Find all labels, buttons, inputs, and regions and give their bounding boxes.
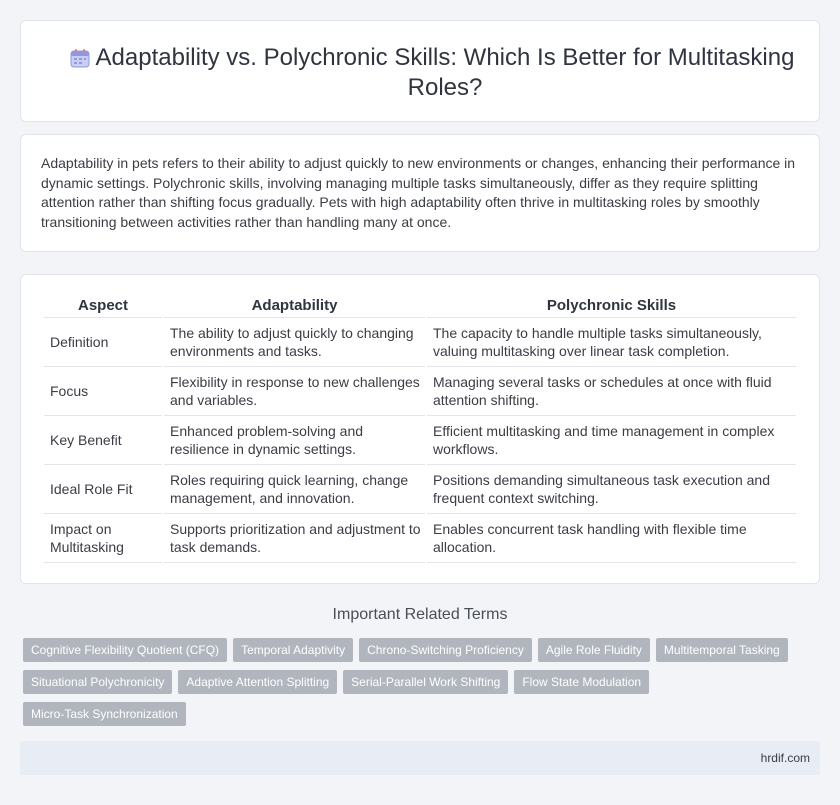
header-polychronic: Polychronic Skills bbox=[427, 297, 796, 318]
related-term-tag[interactable]: Multitemporal Tasking bbox=[656, 638, 788, 662]
related-term-tag[interactable]: Temporal Adaptivity bbox=[233, 638, 353, 662]
related-term-tag[interactable]: Micro-Task Synchronization bbox=[23, 702, 186, 726]
intro-card bbox=[20, 134, 820, 252]
related-term-tag[interactable]: Agile Role Fluidity bbox=[538, 638, 650, 662]
cell-aspect: Definition bbox=[44, 318, 162, 367]
cell-aspect: Focus bbox=[44, 367, 162, 416]
related-terms-list bbox=[23, 638, 803, 726]
related-term-tag[interactable]: Flow State Modulation bbox=[514, 670, 649, 694]
header-adaptability: Adaptability bbox=[164, 297, 425, 318]
cell-adaptability: Supports prioritization and adjustment to task demands. bbox=[164, 514, 425, 563]
table-row bbox=[44, 416, 796, 465]
intro-paragraph: Adaptability in pets refers to their ability to adjust quickly to new environments or changes, enhancing their performance in dynamic settings. Polychronic skills, involving managing multiple tasks simultaneously, differ as they require splitting attention rather than shifting focus gradually. Pets with high adaptability often thrive in multitasking roles by smoothly transitioning between activities rather than handling many at once. bbox=[41, 155, 796, 230]
related-terms-heading: Important Related Terms bbox=[332, 606, 508, 623]
cell-aspect: Key Benefit bbox=[44, 416, 162, 465]
cell-adaptability: Roles requiring quick learning, change management, and innovation. bbox=[164, 465, 425, 514]
cell-polychronic: The capacity to handle multiple tasks simultaneously, valuing multitasking over linear task completion. bbox=[427, 318, 796, 367]
cell-polychronic: Efficient multitasking and time management in complex workflows. bbox=[427, 416, 796, 465]
related-term-tag[interactable]: Serial-Parallel Work Shifting bbox=[343, 670, 508, 694]
related-term-tag[interactable]: Situational Polychronicity bbox=[23, 670, 172, 694]
title-wrap bbox=[61, 43, 799, 103]
related-term-tag[interactable]: Adaptive Attention Splitting bbox=[178, 670, 337, 694]
table-row bbox=[44, 514, 796, 563]
table-row bbox=[44, 318, 796, 367]
cell-aspect: Impact on Multitasking bbox=[44, 514, 162, 563]
cell-polychronic: Enables concurrent task handling with flexible time allocation. bbox=[427, 514, 796, 563]
cell-adaptability: Enhanced problem-solving and resilience in dynamic settings. bbox=[164, 416, 425, 465]
page-title: Adaptability vs. Polychronic Skills: Which Is Better for Multitasking Roles? bbox=[95, 44, 795, 101]
table-header-row bbox=[44, 297, 796, 318]
title-card bbox=[20, 20, 820, 122]
cell-aspect: Ideal Role Fit bbox=[44, 465, 162, 514]
header-aspect: Aspect bbox=[44, 297, 162, 318]
cell-adaptability: The ability to adjust quickly to changing environments and tasks. bbox=[164, 318, 425, 367]
related-term-tag[interactable]: Chrono-Switching Proficiency bbox=[359, 638, 532, 662]
cell-adaptability: Flexibility in response to new challenges and variables. bbox=[164, 367, 425, 416]
cell-polychronic: Managing several tasks or schedules at once with fluid attention shifting. bbox=[427, 367, 796, 416]
comparison-card bbox=[20, 274, 820, 584]
calendar-icon bbox=[69, 47, 91, 69]
footer-bar bbox=[20, 741, 820, 775]
related-term-tag[interactable]: Cognitive Flexibility Quotient (CFQ) bbox=[23, 638, 227, 662]
cell-polychronic: Positions demanding simultaneous task execution and frequent context switching. bbox=[427, 465, 796, 514]
comparison-table bbox=[42, 297, 798, 563]
table-row bbox=[44, 367, 796, 416]
table-row bbox=[44, 465, 796, 514]
footer-site-link[interactable]: hrdif.com bbox=[760, 751, 810, 765]
